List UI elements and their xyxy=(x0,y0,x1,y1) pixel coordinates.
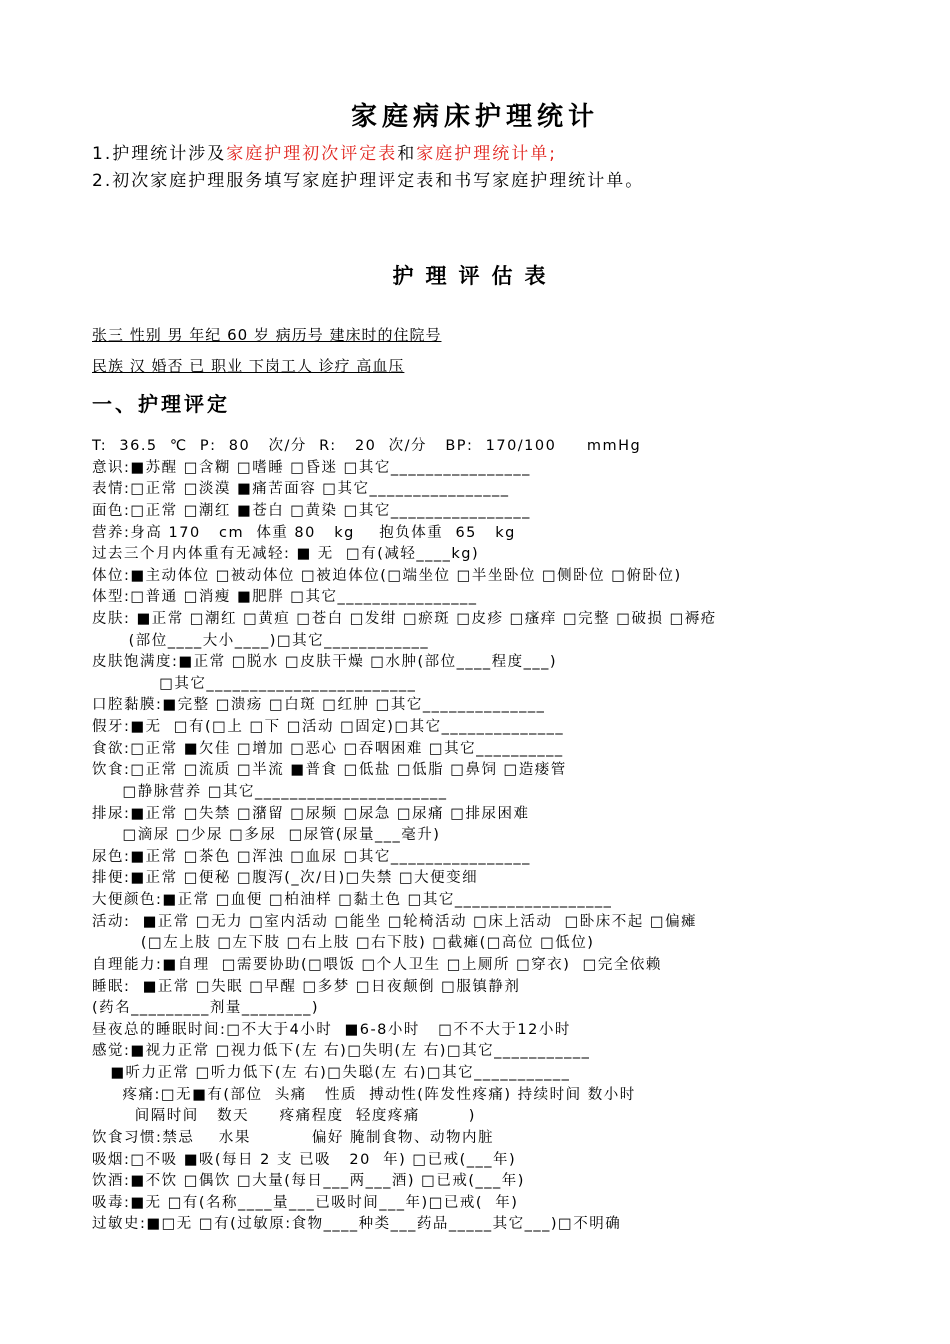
assessment-line: 尿色:■正常 □茶色 □浑浊 □血尿 □其它________________ xyxy=(92,848,531,865)
assessment-line: □滴尿 □少尿 □多尿 □尿管(尿量___毫升) xyxy=(92,827,441,844)
assessment-line: 假牙:■无 □有(□上 □下 □活动 □固定)□其它______________ xyxy=(92,719,565,736)
patient-info-line-1: 张三 性别 男 年纪 60 岁 病历号 建床时的住院号 xyxy=(92,326,442,344)
assessment-line: 自理能力:■自理 □需要协助(□喂饭 □个人卫生 □上厕所 □穿衣) □完全依赖 xyxy=(92,956,662,973)
assessment-line: 排便:■正常 □便秘 □腹泻(_次/日)□失禁 □大便变细 xyxy=(92,870,479,887)
assessment-line: (□左上肢 □左下肢 □右上肢 □右下肢) □截瘫(□高位 □低位) xyxy=(92,935,595,952)
assessment-line: 皮肤: ■正常 □潮红 □黄疸 □苍白 □发绀 □瘀斑 □皮疹 □瘙痒 □完整 □破损 □褥疮 xyxy=(92,611,717,627)
assessment-line: (药名_________剂量________) xyxy=(92,1000,320,1017)
statistics-sheet-link-text: 家庭护理统计单; xyxy=(416,144,557,164)
assessment-line: 睡眠: ■正常 □失眠 □早醒 □多梦 □日夜颠倒 □服镇静剂 xyxy=(92,978,521,995)
assessment-line: 吸烟:□不吸 ■吸(每日 2 支 已吸 20 年) □已戒(___年) xyxy=(92,1151,517,1168)
assessment-line: 食欲:□正常 ■欠佳 □增加 □恶心 □吞咽困难 □其它__________ xyxy=(92,740,564,757)
assessment-line: 皮肤饱满度:■正常 □脱水 □皮肤干燥 □水肿(部位____程度___) xyxy=(92,654,558,671)
intro-prefix: 1.护理统计涉及 xyxy=(92,144,227,164)
assessment-line: 体型:□普通 □消瘦 ■肥胖 □其它________________ xyxy=(92,589,478,606)
section-title: 一、护理评定 xyxy=(92,392,230,416)
assessment-line: 排尿:■正常 □失禁 □潴留 □尿频 □尿急 □尿痛 □排尿困难 xyxy=(92,805,530,822)
intro-conjunction: 和 xyxy=(397,144,417,164)
assessment-line: 体位:■主动体位 □被动体位 □被迫体位(□端坐位 □半坐卧位 □侧卧位 □俯卧位) xyxy=(92,567,682,584)
assessment-line: 口腔黏膜:■完整 □溃疡 □白斑 □红肿 □其它______________ xyxy=(92,697,546,714)
intro-line-2: 2.初次家庭护理服务填写家庭护理评定表和书写家庭护理统计单。 xyxy=(92,171,645,191)
intro-line-1 xyxy=(92,139,557,164)
assessment-line: 过去三个月内体重有无减轻: ■ 无 □有(减轻____kg) xyxy=(92,546,480,563)
assessment-line: 营养:身高 170 cm 体重 80 kg 抱负体重 65 kg xyxy=(92,524,516,541)
assessment-line: 昼夜总的睡眠时间:□不大于4小时 ■6-8小时 □不不大于12小时 xyxy=(92,1021,571,1038)
assessment-line: 饮酒:■不饮 □偶饮 □大量(每日___两___酒) □已戒(___年) xyxy=(92,1173,525,1190)
assessment-line: 表情:□正常 □淡漠 ■痛苦面容 □其它________________ xyxy=(92,481,510,498)
assessment-line: 饮食:□正常 □流质 □半流 ■普食 □低盐 □低脂 □鼻饲 □造瘘管 xyxy=(92,762,567,779)
assessment-line: 吸毒:■无 □有(名称____量___已吸时间___年)□已戒( 年) xyxy=(92,1194,519,1211)
patient-info-line-2: 民族 汉 婚否 已 职业 下岗工人 诊疗 高血压 xyxy=(92,357,405,375)
assessment-line: □其它________________________ xyxy=(92,675,417,692)
initial-assessment-link-text: 家庭护理初次评定表 xyxy=(226,144,398,164)
assessment-line: 饮食习惯:禁忌 水果 偏好 腌制食物、动物内脏 xyxy=(92,1129,604,1146)
assessment-line: 过敏史:■□无 □有(过敏原:食物____种类___药品_____其它___)□不明确 xyxy=(92,1216,622,1233)
page-title: 家庭病床护理统计 xyxy=(350,102,599,132)
assessment-line: 感觉:■视力正常 □视力低下(左 右)□失明(左 右)□其它___________ xyxy=(92,1043,591,1060)
assessment-line: 疼痛:□无■有(部位 头痛 性质 搏动性(阵发性疼痛) 持续时间 数小时 xyxy=(92,1086,661,1103)
assessment-line: 面色:□正常 □潮红 ■苍白 □黄染 □其它________________ xyxy=(92,502,531,519)
assessment-line: 活动: ■正常 □无力 □室内活动 □能坐 □轮椅活动 □床上活动 □卧床不起 □偏瘫 xyxy=(92,913,698,930)
assessment-line: (部位____大小____)□其它____________ xyxy=(92,632,430,649)
assessment-line: 意识:■苏醒 □含糊 □嗜睡 □昏迷 □其它________________ xyxy=(92,459,531,476)
assessment-line: 大便颜色:■正常 □血便 □柏油样 □黏土色 □其它__________________ xyxy=(92,892,613,908)
assessment-line: T: 36.5 ℃ P: 80 次/分 R: 20 次/分 BP: 170/100 mmHg xyxy=(92,438,642,454)
assessment-line: □静脉营养 □其它______________________ xyxy=(92,783,448,800)
form-subtitle: 护理评估表 xyxy=(392,264,558,288)
assessment-line: 间隔时间 数天 疼痛程度 轻度疼痛 ) xyxy=(92,1108,476,1125)
assessment-line: ■听力正常 □听力低下(左 右)□失聪(左 右)□其它___________ xyxy=(92,1065,571,1081)
